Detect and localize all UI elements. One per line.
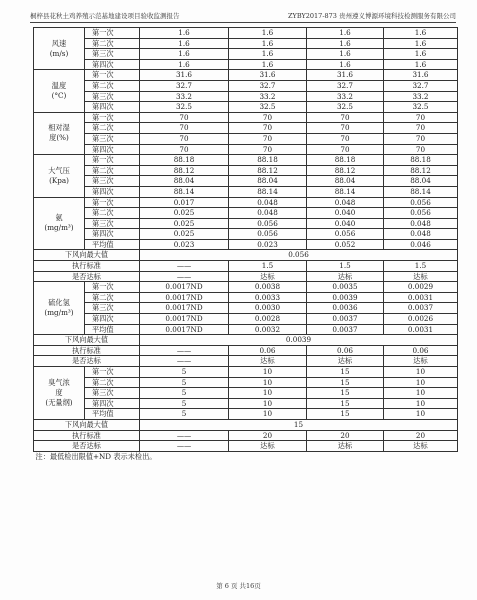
table-row	[34, 409, 458, 420]
value-cell: 10	[384, 367, 458, 378]
value-cell: 1.6	[229, 59, 307, 70]
value-cell: 5	[140, 377, 229, 388]
value-cell: 88.12	[140, 165, 229, 176]
value-cell: 20	[229, 430, 307, 441]
value-cell: 0.0017ND	[140, 314, 229, 325]
page-header	[30, 11, 456, 23]
value-cell: 达标	[307, 441, 384, 452]
value-cell: 0.0017ND	[140, 324, 229, 335]
table-row	[34, 176, 458, 187]
table-row	[34, 38, 458, 49]
value-cell: 1.6	[384, 38, 458, 49]
value-cell: 88.18	[384, 155, 458, 166]
round-label: 第四次	[85, 314, 140, 325]
value-cell: 0.056	[307, 229, 384, 240]
value-cell: 0.0038	[229, 282, 307, 293]
value-cell: 0.0017ND	[140, 292, 229, 303]
table-row	[34, 133, 458, 144]
summary-value: 0.056	[140, 250, 458, 261]
value-cell: 70	[229, 133, 307, 144]
round-label: 平均值	[85, 324, 140, 335]
value-cell: 0.0031	[384, 324, 458, 335]
value-cell: 70	[384, 144, 458, 155]
table-row	[34, 49, 458, 60]
value-cell: 70	[384, 112, 458, 123]
value-cell: 0.0037	[384, 303, 458, 314]
round-label: 第一次	[85, 282, 140, 293]
round-label: 第二次	[85, 123, 140, 134]
value-cell: 1.5	[384, 261, 458, 272]
parameter-label-line: (mg/m³)	[44, 308, 74, 318]
value-cell: 1.6	[229, 28, 307, 39]
value-cell: 1.6	[307, 38, 384, 49]
value-cell: 31.6	[384, 70, 458, 81]
value-cell: 88.12	[229, 165, 307, 176]
round-label: 平均值	[85, 239, 140, 250]
value-cell: 20	[307, 430, 384, 441]
round-label: 第四次	[85, 59, 140, 70]
table-row	[34, 388, 458, 399]
summary-row	[34, 250, 458, 261]
value-cell: 10	[229, 409, 307, 420]
value-cell: 达标	[384, 441, 458, 452]
table-row	[34, 208, 458, 219]
value-cell: 0.046	[384, 239, 458, 250]
table-row	[34, 229, 458, 240]
summary-label: 是否达标	[34, 356, 140, 367]
value-cell: 5	[140, 409, 229, 420]
summary-label: 下风向最大值	[34, 419, 140, 430]
parameter-label-line: 度	[55, 387, 63, 397]
value-cell: 达标	[384, 271, 458, 282]
value-cell: 0.0036	[307, 303, 384, 314]
value-cell: 0.025	[140, 229, 229, 240]
report-title: 桐梓县花秋土鸡养殖示范基地建设项目验收监测报告	[30, 12, 180, 20]
round-label: 第三次	[85, 91, 140, 102]
value-cell: 33.2	[307, 91, 384, 102]
value-cell: 31.6	[229, 70, 307, 81]
value-cell: 0.06	[384, 345, 458, 356]
table-row	[34, 377, 458, 388]
value-cell: 33.2	[140, 91, 229, 102]
note-row	[34, 451, 458, 461]
parameter-label-line: 大气压	[48, 165, 70, 175]
value-cell: 10	[229, 377, 307, 388]
value-cell: 0.025	[140, 208, 229, 219]
value-cell: 88.18	[140, 155, 229, 166]
value-cell: 0.048	[229, 208, 307, 219]
parameter-label	[34, 282, 85, 335]
value-cell: 达标	[229, 356, 307, 367]
value-cell: 0.048	[307, 197, 384, 208]
round-label: 第三次	[85, 218, 140, 229]
parameter-label-line: (无量纲)	[45, 397, 73, 407]
summary-label: 下风向最大值	[34, 335, 140, 346]
table-row	[34, 303, 458, 314]
value-cell: 33.2	[229, 91, 307, 102]
value-cell: 10	[229, 398, 307, 409]
round-label: 第一次	[85, 155, 140, 166]
summary-row	[34, 335, 458, 346]
value-cell: 1.5	[229, 261, 307, 272]
summary-row	[34, 419, 458, 430]
value-cell: 0.0033	[229, 292, 307, 303]
value-cell: ——	[140, 271, 229, 282]
value-cell: 70	[229, 112, 307, 123]
value-cell: 70	[140, 112, 229, 123]
round-label: 第三次	[85, 49, 140, 60]
value-cell: 达标	[229, 441, 307, 452]
round-label: 第三次	[85, 388, 140, 399]
round-label: 第二次	[85, 208, 140, 219]
value-cell: 0.0037	[307, 324, 384, 335]
summary-value: 0.0039	[140, 335, 458, 346]
value-cell: 15	[307, 398, 384, 409]
value-cell: 1.6	[140, 38, 229, 49]
table-row	[34, 197, 458, 208]
table-row	[34, 324, 458, 335]
value-cell: 1.6	[384, 59, 458, 70]
summary-label: 执行标准	[34, 345, 140, 356]
value-cell: 0.0028	[229, 314, 307, 325]
summary-row	[34, 441, 458, 452]
value-cell: 70	[140, 133, 229, 144]
summary-label: 是否达标	[34, 271, 140, 282]
value-cell: 1.6	[384, 49, 458, 60]
value-cell: 70	[229, 144, 307, 155]
parameter-label-line: (mg/m³)	[44, 223, 74, 233]
value-cell: 0.023	[229, 239, 307, 250]
summary-value: 15	[140, 419, 458, 430]
value-cell: 15	[307, 409, 384, 420]
value-cell: 0.056	[229, 229, 307, 240]
round-label: 第四次	[85, 102, 140, 113]
value-cell: 0.056	[384, 208, 458, 219]
value-cell: 0.06	[307, 345, 384, 356]
round-label: 第四次	[85, 229, 140, 240]
report-number-company: ZYBY2017-873 贵州遵义博源环境科技检测服务有限公司	[288, 12, 456, 20]
parameter-label-line: 硫化氢	[48, 298, 70, 308]
value-cell: 31.6	[307, 70, 384, 81]
parameter-label-line: (°C)	[51, 91, 67, 101]
value-cell: 70	[229, 123, 307, 134]
parameter-label-line: 风速	[51, 38, 67, 48]
value-cell: 88.14	[140, 186, 229, 197]
value-cell: 1.6	[307, 49, 384, 60]
parameter-label-line: 温度	[51, 81, 67, 91]
parameter-label-line: (m/s)	[49, 48, 69, 58]
value-cell: 5	[140, 367, 229, 378]
value-cell: 88.04	[140, 176, 229, 187]
parameter-label-line: 臭气浓	[48, 377, 70, 387]
value-cell: 10	[384, 409, 458, 420]
value-cell: 1.6	[307, 28, 384, 39]
round-label: 平均值	[85, 409, 140, 420]
value-cell: 88.04	[229, 176, 307, 187]
parameter-label-line: (Kpa)	[49, 175, 69, 185]
value-cell: 20	[384, 430, 458, 441]
round-label: 第二次	[85, 292, 140, 303]
round-label: 第三次	[85, 176, 140, 187]
monitoring-table	[33, 27, 458, 461]
value-cell: 0.040	[307, 208, 384, 219]
table-row	[34, 239, 458, 250]
round-label: 第二次	[85, 377, 140, 388]
value-cell: 15	[307, 388, 384, 399]
table-row	[34, 91, 458, 102]
value-cell: 1.6	[307, 59, 384, 70]
summary-row	[34, 430, 458, 441]
table-row	[34, 186, 458, 197]
value-cell: 32.5	[140, 102, 229, 113]
value-cell: 88.14	[229, 186, 307, 197]
round-label: 第四次	[85, 398, 140, 409]
value-cell: 0.048	[384, 218, 458, 229]
value-cell: 88.14	[384, 186, 458, 197]
summary-label: 执行标准	[34, 430, 140, 441]
value-cell: 0.0039	[307, 292, 384, 303]
value-cell: 31.6	[140, 70, 229, 81]
value-cell: ——	[140, 345, 229, 356]
value-cell: 0.056	[229, 218, 307, 229]
table-row	[34, 282, 458, 293]
value-cell: 0.0017ND	[140, 282, 229, 293]
value-cell: 70	[307, 144, 384, 155]
table-row	[34, 367, 458, 378]
value-cell: 0.048	[229, 197, 307, 208]
value-cell: 88.12	[384, 165, 458, 176]
value-cell: 0.040	[307, 218, 384, 229]
table-note: 注：最低检出限值+ND 表示未检出。	[35, 451, 157, 461]
value-cell: 70	[307, 123, 384, 134]
table-row	[34, 218, 458, 229]
summary-label: 是否达标	[34, 441, 140, 452]
value-cell: ——	[140, 356, 229, 367]
parameter-label	[34, 197, 85, 250]
value-cell: 0.0031	[384, 292, 458, 303]
value-cell: 1.6	[140, 59, 229, 70]
value-cell: 32.7	[307, 80, 384, 91]
value-cell: 达标	[384, 356, 458, 367]
value-cell: ——	[140, 430, 229, 441]
value-cell: 0.056	[384, 197, 458, 208]
value-cell: 88.14	[307, 186, 384, 197]
value-cell: 1.6	[140, 49, 229, 60]
parameter-label	[34, 28, 85, 70]
page-footer: 第 6 页 共16页	[216, 582, 261, 590]
table-row	[34, 112, 458, 123]
value-cell: 达标	[229, 271, 307, 282]
value-cell: 70	[307, 112, 384, 123]
value-cell: ——	[140, 261, 229, 272]
parameter-label	[34, 112, 85, 154]
table-row	[34, 155, 458, 166]
parameter-label	[34, 70, 85, 112]
value-cell: 1.6	[229, 49, 307, 60]
value-cell: 32.7	[140, 80, 229, 91]
round-label: 第一次	[85, 112, 140, 123]
table-row	[34, 70, 458, 81]
value-cell: 70	[140, 123, 229, 134]
summary-row	[34, 271, 458, 282]
value-cell: 1.6	[229, 38, 307, 49]
value-cell: 5	[140, 398, 229, 409]
summary-row	[34, 345, 458, 356]
parameter-label-line: 氨	[55, 213, 63, 223]
value-cell: 0.023	[140, 239, 229, 250]
summary-row	[34, 261, 458, 272]
table-row	[34, 28, 458, 39]
value-cell: 0.017	[140, 197, 229, 208]
value-cell: 0.0037	[307, 314, 384, 325]
value-cell: 0.06	[229, 345, 307, 356]
value-cell: 32.5	[384, 102, 458, 113]
value-cell: 32.7	[384, 80, 458, 91]
round-label: 第四次	[85, 144, 140, 155]
round-label: 第一次	[85, 70, 140, 81]
value-cell: 70	[384, 123, 458, 134]
value-cell: ——	[140, 441, 229, 452]
value-cell: 0.0035	[307, 282, 384, 293]
value-cell: 32.5	[229, 102, 307, 113]
table-row	[34, 59, 458, 70]
value-cell: 10	[384, 398, 458, 409]
value-cell: 0.025	[140, 218, 229, 229]
parameter-label	[34, 367, 85, 420]
value-cell: 88.18	[229, 155, 307, 166]
value-cell: 70	[384, 133, 458, 144]
value-cell: 0.0029	[384, 282, 458, 293]
value-cell: 15	[307, 377, 384, 388]
parameter-label	[34, 155, 85, 197]
value-cell: 10	[229, 388, 307, 399]
value-cell: 88.12	[307, 165, 384, 176]
value-cell: 5	[140, 388, 229, 399]
value-cell: 1.6	[384, 28, 458, 39]
value-cell: 0.0030	[229, 303, 307, 314]
round-label: 第一次	[85, 197, 140, 208]
round-label: 第三次	[85, 133, 140, 144]
round-label: 第四次	[85, 186, 140, 197]
value-cell: 88.04	[307, 176, 384, 187]
round-label: 第二次	[85, 38, 140, 49]
round-label: 第一次	[85, 367, 140, 378]
value-cell: 10	[384, 388, 458, 399]
parameter-label-line: 相对湿	[48, 123, 70, 133]
value-cell: 10	[229, 367, 307, 378]
table-row	[34, 102, 458, 113]
value-cell: 32.5	[307, 102, 384, 113]
value-cell: 88.04	[384, 176, 458, 187]
value-cell: 达标	[307, 356, 384, 367]
round-label: 第三次	[85, 303, 140, 314]
value-cell: 70	[140, 144, 229, 155]
value-cell: 10	[384, 377, 458, 388]
value-cell: 0.0017ND	[140, 303, 229, 314]
value-cell: 15	[307, 367, 384, 378]
value-cell: 0.0032	[229, 324, 307, 335]
table-row	[34, 398, 458, 409]
value-cell: 70	[307, 133, 384, 144]
value-cell: 1.6	[140, 28, 229, 39]
table-row	[34, 123, 458, 134]
table-row	[34, 292, 458, 303]
value-cell: 0.0026	[384, 314, 458, 325]
value-cell: 0.052	[307, 239, 384, 250]
table-row	[34, 165, 458, 176]
value-cell: 32.7	[229, 80, 307, 91]
parameter-label-line: 度(%)	[49, 133, 69, 143]
value-cell: 88.18	[307, 155, 384, 166]
table-row	[34, 80, 458, 91]
summary-label: 执行标准	[34, 261, 140, 272]
table-row	[34, 144, 458, 155]
table-row	[34, 314, 458, 325]
summary-row	[34, 356, 458, 367]
round-label: 第一次	[85, 28, 140, 39]
value-cell: 达标	[307, 271, 384, 282]
value-cell: 0.048	[384, 229, 458, 240]
summary-label: 下风向最大值	[34, 250, 140, 261]
value-cell: 1.5	[307, 261, 384, 272]
value-cell: 33.2	[384, 91, 458, 102]
round-label: 第二次	[85, 165, 140, 176]
round-label: 第二次	[85, 80, 140, 91]
